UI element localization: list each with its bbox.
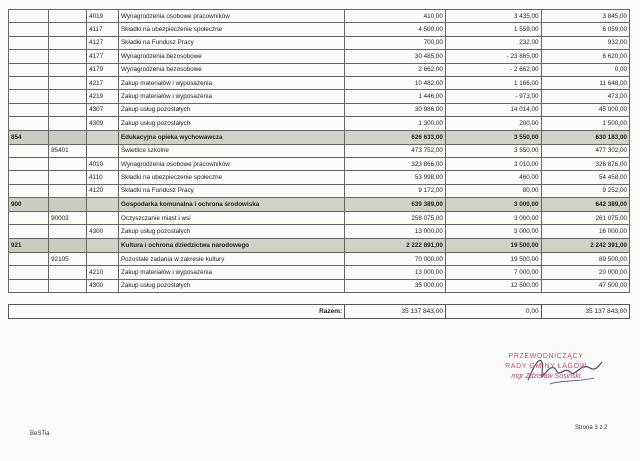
cell-after: 9 252,00 xyxy=(541,184,629,197)
cell-dzial: 900 xyxy=(9,198,49,212)
footer-app-name: BeSTia xyxy=(30,431,50,437)
table-row xyxy=(9,266,630,279)
cell-dzial xyxy=(9,117,49,130)
cell-rozdzial: 92105 xyxy=(49,252,87,265)
cell-change: 232,00 xyxy=(445,36,541,49)
cell-change: 1 559,00 xyxy=(445,23,541,36)
cell-change: 460,00 xyxy=(445,171,541,184)
cell-name: Składki na ubezpieczenie społeczne xyxy=(118,171,344,184)
cell-after: 45 000,00 xyxy=(541,103,629,116)
cell-name: Zakup materiałów i wyposażenia xyxy=(118,90,344,103)
table-row xyxy=(9,90,630,103)
cell-dzial: 921 xyxy=(9,238,49,252)
cell-change: 80,00 xyxy=(445,184,541,197)
cell-name: Pozostałe zadania w zakresie kultury xyxy=(118,252,344,265)
cell-change: - 2 662,00 xyxy=(445,63,541,76)
cell-change: - 23 865,00 xyxy=(445,50,541,63)
cell-plan: 53 998,00 xyxy=(345,171,446,184)
cell-dzial xyxy=(9,171,49,184)
cell-paragraf: 4010 xyxy=(87,157,119,170)
table-row xyxy=(9,184,630,197)
total-after: 35 137 843,00 xyxy=(541,305,629,319)
cell-rozdzial: 90003 xyxy=(49,212,87,225)
cell-after: 0,00 xyxy=(541,63,629,76)
cell-dzial xyxy=(9,157,49,170)
cell-dzial xyxy=(9,36,49,49)
cell-after: 11 648,00 xyxy=(541,76,629,89)
cell-change: 14 014,00 xyxy=(445,103,541,116)
cell-rozdzial xyxy=(49,103,87,116)
cell-name: Wynagrodzenia osobowe pracowników xyxy=(118,10,344,23)
cell-plan: 70 000,00 xyxy=(345,252,446,265)
budget-table xyxy=(8,9,630,293)
cell-plan: 30 986,00 xyxy=(345,103,446,116)
cell-after: 2 242 391,00 xyxy=(541,238,629,252)
cell-paragraf xyxy=(87,252,119,265)
stamp-line-title: PRZEWODNICZĄCY xyxy=(508,353,584,360)
cell-name: Składki na ubezpieczenie społeczne xyxy=(118,23,344,36)
cell-after: 54 458,00 xyxy=(541,171,629,184)
cell-change: 12 500,00 xyxy=(445,279,541,292)
cell-name: Zakup usług pozostałych xyxy=(118,225,344,238)
cell-rozdzial xyxy=(49,266,87,279)
table-row xyxy=(9,63,630,76)
cell-plan: 1 446,00 xyxy=(345,90,446,103)
table-row xyxy=(9,117,630,130)
cell-change: 200,00 xyxy=(445,117,541,130)
cell-dzial xyxy=(9,50,49,63)
cell-change: 3 550,00 xyxy=(445,144,541,157)
total-table xyxy=(8,304,630,319)
cell-paragraf xyxy=(87,212,119,225)
cell-name: Składki na Fundusz Pracy xyxy=(118,184,344,197)
cell-paragraf: 4019 xyxy=(87,10,119,23)
cell-change: 3 000,00 xyxy=(445,225,541,238)
cell-name: Zakup usług pozostałych xyxy=(118,103,344,116)
table-row xyxy=(9,157,630,170)
total-label: Razem: xyxy=(9,305,345,319)
cell-after: 642 389,00 xyxy=(541,198,629,212)
cell-paragraf xyxy=(87,144,119,157)
cell-dzial xyxy=(9,252,49,265)
cell-change: 3 435,00 xyxy=(445,10,541,23)
cell-dzial xyxy=(9,212,49,225)
cell-rozdzial xyxy=(49,90,87,103)
cell-dzial xyxy=(9,63,49,76)
cell-after: 326 876,00 xyxy=(541,157,629,170)
cell-dzial xyxy=(9,144,49,157)
subsection-row xyxy=(9,144,630,157)
cell-change: 3 000,00 xyxy=(445,212,541,225)
table-row xyxy=(9,225,630,238)
cell-name: Zakup materiałów i wyposażenia xyxy=(118,76,344,89)
cell-name: Wynagrodzenia bezosobowe xyxy=(118,63,344,76)
section-row xyxy=(9,198,630,212)
cell-plan: 13 000,00 xyxy=(345,266,446,279)
table-row xyxy=(9,279,630,292)
cell-plan: 2 222 891,00 xyxy=(345,238,446,252)
cell-plan: 30 485,00 xyxy=(345,50,446,63)
cell-change: 7 000,00 xyxy=(445,266,541,279)
cell-plan: 10 482,00 xyxy=(345,76,446,89)
cell-name: Świetlice szkolne xyxy=(118,144,344,157)
cell-after: 1 500,00 xyxy=(541,117,629,130)
cell-paragraf: 4127 xyxy=(87,36,119,49)
official-stamp xyxy=(481,352,611,382)
cell-plan: 258 075,00 xyxy=(345,212,446,225)
cell-change: 19 500,00 xyxy=(445,238,541,252)
cell-after: 6 620,00 xyxy=(541,50,629,63)
cell-rozdzial xyxy=(49,279,87,292)
cell-paragraf: 4210 xyxy=(87,266,119,279)
cell-after: 630 183,00 xyxy=(541,130,629,144)
cell-change: 3 000,00 xyxy=(445,198,541,212)
cell-paragraf xyxy=(87,130,119,144)
cell-dzial xyxy=(9,184,49,197)
cell-rozdzial xyxy=(49,23,87,36)
cell-name: Oczyszczanie miast i wsi xyxy=(118,212,344,225)
cell-plan: 4 500,00 xyxy=(345,23,446,36)
cell-name: Wynagrodzenia bezosobowe xyxy=(118,50,344,63)
cell-plan: 700,00 xyxy=(345,36,446,49)
cell-rozdzial xyxy=(49,198,87,212)
section-row xyxy=(9,130,630,144)
subsection-row xyxy=(9,212,630,225)
cell-after: 3 845,00 xyxy=(541,10,629,23)
cell-paragraf: 4177 xyxy=(87,50,119,63)
cell-name: Edukacyjna opieka wychowawcza xyxy=(118,130,344,144)
cell-plan: 626 633,00 xyxy=(345,130,446,144)
table-row xyxy=(9,36,630,49)
table-row xyxy=(9,23,630,36)
cell-name: Gospodarka komunalna i ochrona środowiska xyxy=(118,198,344,212)
cell-paragraf: 4307 xyxy=(87,103,119,116)
cell-plan: 35 000,00 xyxy=(345,279,446,292)
cell-name: Zakup usług pozostałych xyxy=(118,117,344,130)
cell-change: 19 500,00 xyxy=(445,252,541,265)
cell-after: 477 302,00 xyxy=(541,144,629,157)
cell-dzial xyxy=(9,76,49,89)
cell-after: 20 000,00 xyxy=(541,266,629,279)
cell-after: 89 500,00 xyxy=(541,252,629,265)
cell-rozdzial xyxy=(49,63,87,76)
cell-paragraf xyxy=(87,238,119,252)
cell-after: 261 075,00 xyxy=(541,212,629,225)
cell-after: 932,00 xyxy=(541,36,629,49)
cell-change: 3 550,00 xyxy=(445,130,541,144)
cell-plan: 2 662,00 xyxy=(345,63,446,76)
cell-rozdzial xyxy=(49,36,87,49)
subsection-row xyxy=(9,252,630,265)
cell-plan: 9 172,00 xyxy=(345,184,446,197)
cell-rozdzial xyxy=(49,130,87,144)
total-change: 0,00 xyxy=(445,305,541,319)
cell-rozdzial xyxy=(49,184,87,197)
cell-name: Zakup usług pozostałych xyxy=(118,279,344,292)
cell-plan: 410,00 xyxy=(345,10,446,23)
table-row xyxy=(9,76,630,89)
cell-paragraf: 4117 xyxy=(87,23,119,36)
cell-plan: 1 300,00 xyxy=(345,117,446,130)
total-row xyxy=(9,305,630,319)
cell-dzial xyxy=(9,279,49,292)
cell-rozdzial xyxy=(49,225,87,238)
table-row xyxy=(9,171,630,184)
cell-dzial xyxy=(9,225,49,238)
cell-name: Kultura i ochrona dziedzictwa narodowego xyxy=(118,238,344,252)
total-plan: 35 137 843,00 xyxy=(345,305,446,319)
cell-after: 6 059,00 xyxy=(541,23,629,36)
cell-plan: 473 752,00 xyxy=(345,144,446,157)
cell-dzial xyxy=(9,10,49,23)
cell-plan: 323 866,00 xyxy=(345,157,446,170)
cell-change: 1 166,00 xyxy=(445,76,541,89)
cell-dzial xyxy=(9,23,49,36)
cell-dzial xyxy=(9,90,49,103)
cell-dzial xyxy=(9,103,49,116)
cell-rozdzial xyxy=(49,10,87,23)
cell-paragraf: 4120 xyxy=(87,184,119,197)
cell-paragraf: 4300 xyxy=(87,279,119,292)
cell-plan: 13 000,00 xyxy=(345,225,446,238)
cell-rozdzial xyxy=(49,238,87,252)
cell-rozdzial xyxy=(49,76,87,89)
budget-table-body xyxy=(9,10,630,293)
cell-name: Wynagrodzenia osobowe pracowników xyxy=(118,157,344,170)
cell-paragraf: 4110 xyxy=(87,171,119,184)
cell-paragraf: 4309 xyxy=(87,117,119,130)
cell-rozdzial xyxy=(49,117,87,130)
cell-name: Zakup materiałów i wyposażenia xyxy=(118,266,344,279)
table-row xyxy=(9,103,630,116)
section-row xyxy=(9,238,630,252)
cell-paragraf xyxy=(87,198,119,212)
cell-dzial: 854 xyxy=(9,130,49,144)
cell-name: Składki na Fundusz Pracy xyxy=(118,36,344,49)
table-row xyxy=(9,10,630,23)
cell-change: 3 010,00 xyxy=(445,157,541,170)
cell-after: 47 500,00 xyxy=(541,279,629,292)
cell-after: 473,00 xyxy=(541,90,629,103)
footer-page-number: Strona 3 z 2 xyxy=(575,425,608,431)
cell-rozdzial: 85401 xyxy=(49,144,87,157)
cell-after: 16 000,00 xyxy=(541,225,629,238)
cell-plan: 639 389,00 xyxy=(345,198,446,212)
cell-rozdzial xyxy=(49,157,87,170)
cell-paragraf: 4219 xyxy=(87,90,119,103)
cell-paragraf: 4300 xyxy=(87,225,119,238)
cell-change: - 973,00 xyxy=(445,90,541,103)
cell-rozdzial xyxy=(49,50,87,63)
cell-rozdzial xyxy=(49,171,87,184)
cell-paragraf: 4217 xyxy=(87,76,119,89)
stamp-line-council: RADY GMINY ŁAGÓW xyxy=(505,363,587,370)
cell-dzial xyxy=(9,266,49,279)
cell-paragraf: 4179 xyxy=(87,63,119,76)
table-row xyxy=(9,50,630,63)
stamp-line-name: mgr Zdzisław Sosiński xyxy=(511,373,581,380)
